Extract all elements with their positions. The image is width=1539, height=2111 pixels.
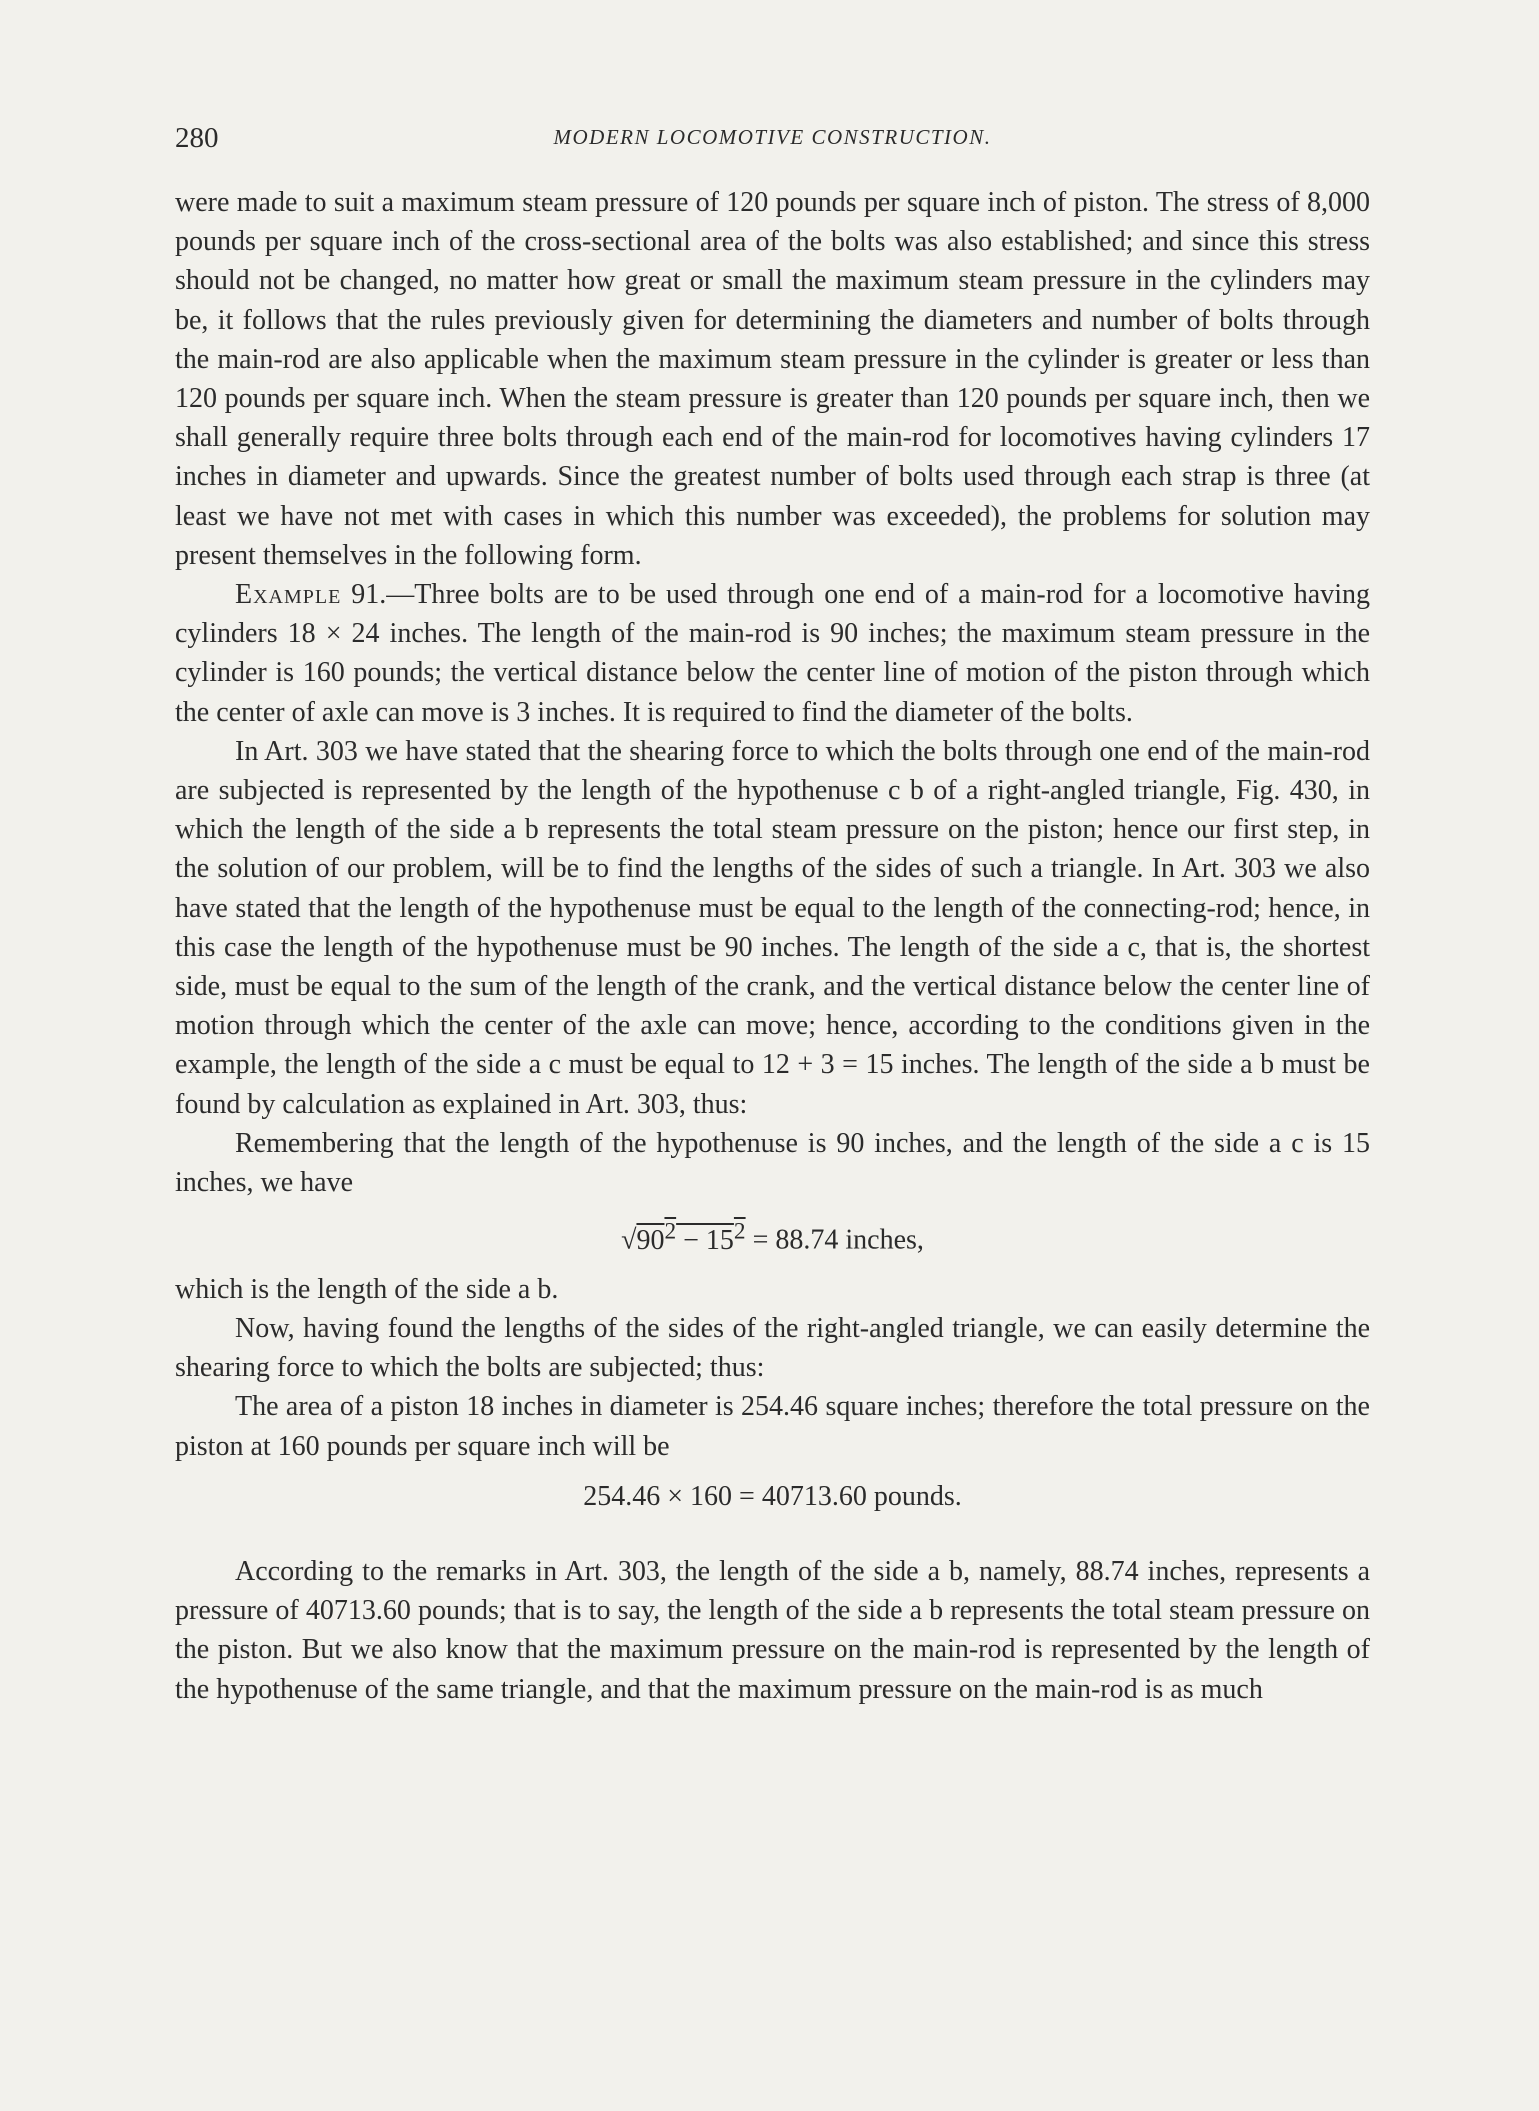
exponent-b: 2 [733,1218,746,1245]
example-text: 91.—Three bolts are to be used through one end of a main-rod for a locomotive having cylinders 18 × 24 inches. The length of the main-rod is 90 inches; the maximum steam pressure in the cylinder is 160 pounds; the vertical distance below the center line of motion of the piston through which the center of axle can move is 3 inches. It is required to find the diameter of the bolts. [175,579,1370,728]
radical-sign: √ [621,1224,637,1256]
paragraph-4: Remembering that the length of the hypothenuse is 90 inches, and the length of the side a c is 15 inches, we have [175,1127,1370,1199]
running-title: MODERN LOCOMOTIVE CONSTRUCTION. [553,125,992,149]
page-number: 280 [175,122,219,154]
paragraph-6: Now, having found the lengths of the sides of the right-angled triangle, we can easily determine the shearing force to which the bolts are subjected; thus: [175,1313,1370,1384]
paragraph-1: were made to suit a maximum steam pressure of 120 pounds per square inch of piston. The stress of 8,000 pounds per square inch of the cross-sectional area of the bolts was also established; and since this stress should not be changed, no matter how great or small the maximum steam pressure in the cylinders may be, it follows that the rules previously given for determining the diameters and number of bolts through the main-rod are also applicable when the maximum steam pressure in the cylinder is greater or less than 120 pounds per square inch. When the steam pressure is greater than 120 pounds per square inch, then we shall generally require three bolts through each end of the main-rod for locomotives having cylinders 17 inches in diameter and upwards. Since the greatest number of bolts used through each strap is three (at least we have not met with cases in which this number was exceeded), the problems for solution may present themselves in the following form. [175,187,1370,571]
equation-result: = 88.74 inches, [745,1224,924,1256]
paragraph-8: According to the remarks in Art. 303, the length of the side a b, namely, 88.74 inches, represents a pressure of 40713.60 pounds; that is to say, the length of the side a b represents the total steam pressure on the piston. But we also know that the maximum pressure on the main-rod is represented by the length of the hypothenuse of the same triangle, and that the maximum pressure on the main-rod is as much [175,1556,1370,1705]
radicand-a: 90 [636,1224,665,1256]
radicand [636,1218,746,1256]
paragraph-3: In Art. 303 we have stated that the shearing force to which the bolts through one end of the main-rod are subjected is represented by the length of the hypothenuse c b of a right-angled triangle, Fig. 430, in which the length of the side a b represents the total steam pressure on the piston; hence our first step, in the solution of our problem, will be to find the lengths of the sides of such a triangle. In Art. 303 we also have stated that the length of the hypothenuse must be equal to the length of the connecting-rod; hence, in this case the length of the hypothenuse must be 90 inches. The length of the side a c, that is, the shortest side, must be equal to the sum of the length of the crank, and the vertical distance below the center line of motion through which the center of the axle can move; hence, according to the conditions given in the example, the length of the side a c must be equal to 12 + 3 = 15 inches. The length of the side a b must be found by calculation as explained in Art. 303, thus: [175,735,1370,1120]
body-text [175,183,1370,1709]
radicand-b: − 15 [676,1224,734,1256]
paragraph-example-91 [175,575,1370,732]
equation-pressure: 254.46 × 160 = 40713.60 pounds. [583,1480,962,1512]
paragraph-7: The area of a piston 18 inches in diameter is 254.46 square inches; therefore the total pressure on the piston at 160 pounds per square inch will be [175,1391,1370,1462]
equation-root [175,1212,1370,1260]
example-label: Example [235,579,342,611]
page-header [175,122,1370,162]
paragraph-5: which is the length of the side a b. [175,1273,559,1305]
exponent-a: 2 [664,1218,677,1245]
